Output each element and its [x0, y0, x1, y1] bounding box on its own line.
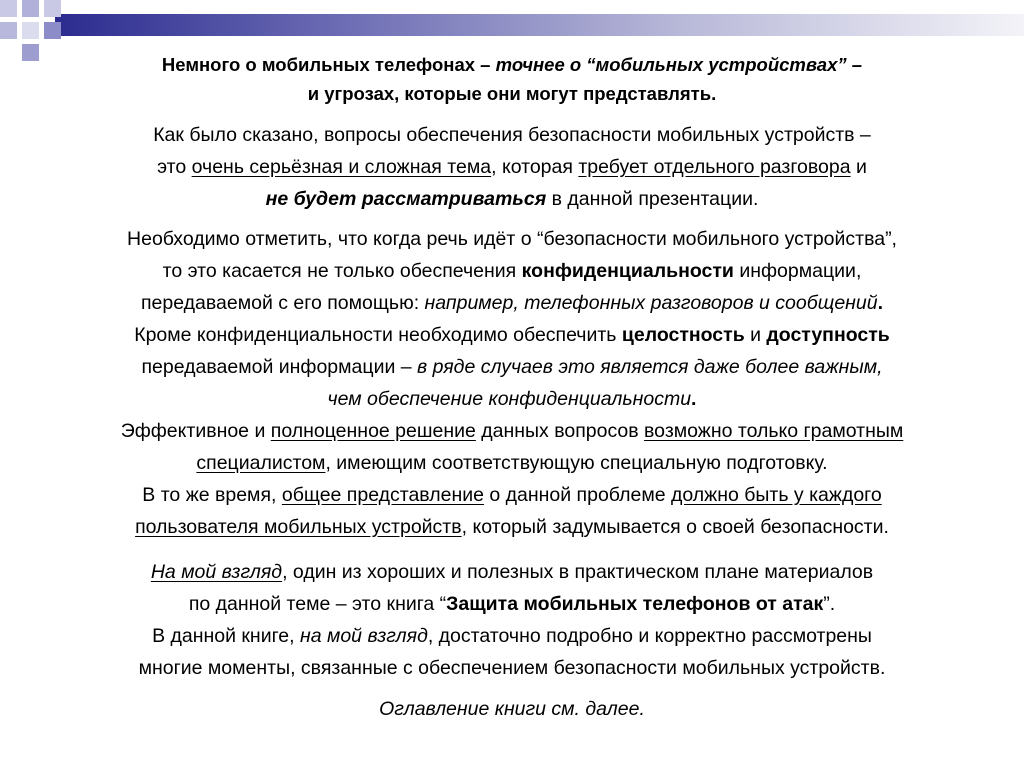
- italic-text: например, телефонных разговоров и сообщений: [424, 292, 878, 314]
- underlined-text: очень серьёзная и сложная тема: [191, 156, 492, 178]
- text: , имеющим соответствующую специальную подготовку.: [325, 452, 828, 474]
- title-text: Немного о мобильных телефонах –: [161, 54, 496, 75]
- para2-line: [0, 352, 1024, 384]
- underlined-text: полноценное решение: [270, 420, 476, 442]
- para2-line: [0, 288, 1024, 320]
- bold-text: доступность: [766, 324, 890, 346]
- underlined-italic-text: На мой взгляд: [150, 561, 283, 583]
- italic-text: в ряде случаев это является даже более важным,: [417, 356, 883, 378]
- para2-line: [0, 256, 1024, 288]
- text: многие моменты, связанные с обеспечением безопасности мобильных устройств.: [138, 657, 886, 679]
- para1-line: [0, 184, 1024, 216]
- italic-text: на мой взгляд: [299, 625, 428, 647]
- para3-line: [0, 653, 1024, 685]
- text: Кроме конфиденциальности необходимо обеспечить: [134, 324, 622, 346]
- underlined-text: возможно только грамотным: [644, 420, 904, 442]
- text: информации,: [733, 260, 862, 282]
- para3-line: [0, 621, 1024, 653]
- text: данных вопросов: [475, 420, 645, 442]
- para2-line: [0, 224, 1024, 256]
- para3-line: [0, 589, 1024, 621]
- bold-text: конфиденциальности: [521, 260, 734, 282]
- para1-line: [0, 152, 1024, 184]
- bold-text: целостность: [621, 324, 745, 346]
- para1-line: [0, 120, 1024, 152]
- text: передаваемой с его помощью:: [140, 292, 425, 314]
- underlined-text: специалистом: [196, 452, 326, 474]
- text: Как было сказано, вопросы обеспечения безопасности мобильных устройств –: [153, 124, 871, 146]
- para2-line: [0, 480, 1024, 512]
- text: Эффективное и: [120, 420, 271, 442]
- italic-text: Оглавление книги см. далее.: [379, 698, 645, 720]
- para2-line: [0, 384, 1024, 416]
- text: то это касается не только обеспечения: [162, 260, 522, 282]
- text: о данной проблеме: [483, 484, 671, 506]
- text: .: [691, 388, 697, 410]
- para2-line: [0, 448, 1024, 480]
- para3-line: [0, 557, 1024, 589]
- text: и: [744, 324, 767, 346]
- footer-note: [0, 694, 1024, 726]
- text: В то же время,: [142, 484, 282, 506]
- text: .: [877, 292, 884, 314]
- text: ”.: [823, 593, 836, 615]
- text: , которая: [491, 156, 579, 178]
- underlined-text: пользователя мобильных устройств: [135, 516, 462, 538]
- text: по данной теме – это книга “: [188, 593, 447, 615]
- slide-title-line-1: [0, 50, 1024, 79]
- underlined-text: общее представление: [281, 484, 484, 506]
- text: и: [850, 156, 867, 178]
- bold-text: Защита мобильных телефонов от атак: [446, 593, 824, 615]
- title-text: и угрозах, которые они могут представлять.: [307, 83, 717, 104]
- text: Необходимо отметить, что когда речь идёт о “безопасности мобильного устройства”,: [127, 228, 897, 250]
- para2-line: [0, 416, 1024, 448]
- title-italic: точнее о “мобильных устройствах” –: [495, 54, 863, 75]
- text: это: [157, 156, 192, 178]
- text: , один из хороших и полезных в практическом плане материалов: [282, 561, 874, 583]
- text: , достаточно подробно и корректно рассмотрены: [427, 625, 872, 647]
- underlined-text: должно быть у каждого: [670, 484, 882, 506]
- text: передаваемой информации –: [141, 356, 418, 378]
- para2-line: [0, 320, 1024, 352]
- text: в данной презентации.: [546, 188, 759, 210]
- underlined-text: требует отдельного разговора: [578, 156, 851, 178]
- slide-title-line-2: [0, 79, 1024, 108]
- text: , который задумывается о своей безопасности.: [461, 516, 889, 538]
- bold-italic-text: не будет рассматриваться: [265, 188, 547, 210]
- text: В данной книге,: [152, 625, 300, 647]
- para2-line: [0, 512, 1024, 544]
- italic-text: чем обеспечение конфиденциальности: [327, 388, 692, 410]
